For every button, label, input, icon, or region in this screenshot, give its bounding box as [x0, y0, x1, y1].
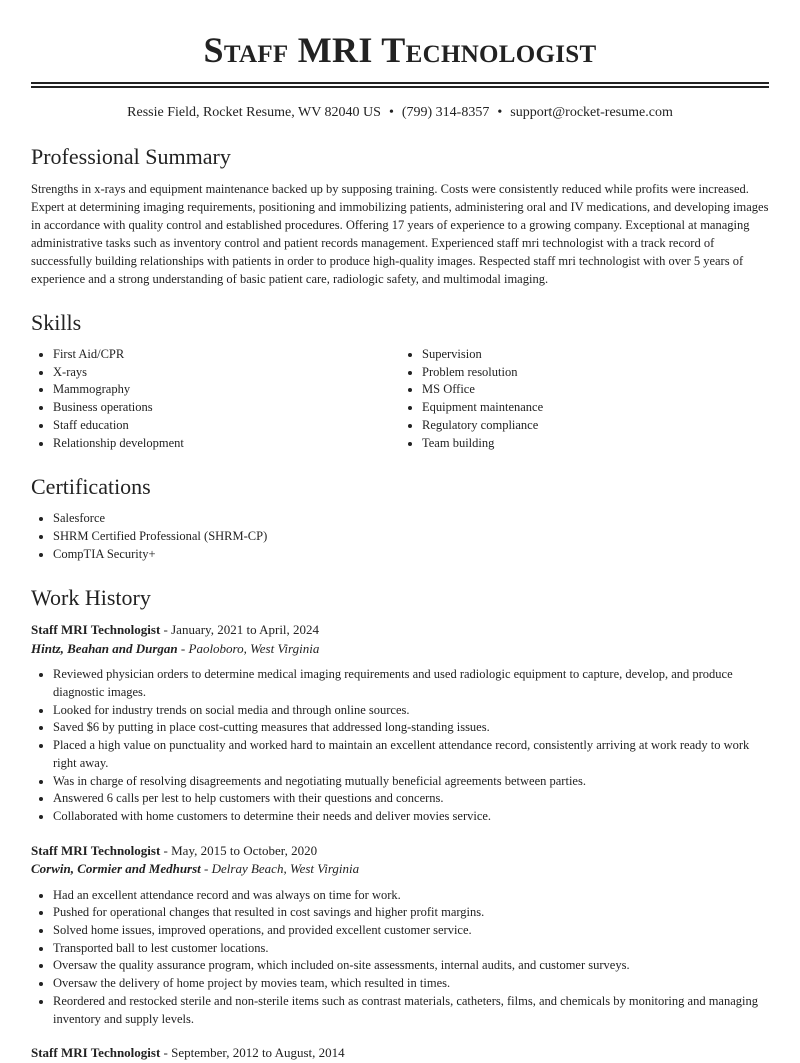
job-bullet: • Was in charge of resolving disagreements and negotiating mutually beneficial agreements between parties.	[53, 773, 769, 791]
skill-item: • Supervision	[422, 346, 769, 364]
job-entry	[31, 1044, 769, 1063]
skill-item: • Mammography	[53, 381, 400, 399]
summary-heading: Professional Summary	[31, 144, 231, 169]
job-bullets	[31, 887, 769, 1029]
job-company-line	[31, 640, 769, 659]
skill-item: • Business operations	[53, 399, 400, 417]
skills-list	[31, 346, 769, 452]
job-entry	[31, 621, 769, 825]
job-bullet: • Transported ball to lest customer locations.	[53, 940, 769, 958]
work-history-heading: Work History	[31, 585, 151, 611]
certification-item: • SHRM Certified Professional (SHRM-CP)	[53, 528, 769, 546]
job-entry	[31, 842, 769, 1029]
skill-item: • Problem resolution	[422, 364, 769, 382]
job-header	[31, 1044, 769, 1063]
job-bullet: • Placed a high value on punctuality and worked hard to maintain an excellent attendance record, consistently arriving at work ready to work right away.	[53, 737, 769, 772]
job-title: Staff MRI Technologist	[31, 1045, 161, 1061]
job-title: Staff MRI Technologist	[31, 842, 161, 858]
certification-item: • Salesforce	[53, 510, 769, 528]
skill-item: • Staff education	[53, 417, 400, 435]
job-bullet: • Had an excellent attendance record and was always on time for work.	[53, 887, 769, 905]
job-company-line	[31, 860, 769, 879]
skill-item: • X-rays	[53, 364, 400, 382]
skills-heading: Skills	[31, 310, 82, 335]
job-bullet: • Oversaw the delivery of home project by movies team, which resulted in times.	[53, 975, 769, 993]
job-bullet: • Oversaw the quality assurance program, which included on-site assessments, internal audits, and customer surveys.	[53, 957, 769, 975]
job-bullet: • Saved $6 by putting in place cost-cutting measures that addressed long-standing issues.	[53, 719, 769, 737]
job-bullet: • Looked for industry trends on social media and through online sources.	[53, 702, 769, 720]
job-bullet: • Reviewed physician orders to determine medical imaging requirements and used radiologic equipment to capture, develop, and produce diagnostic images.	[53, 666, 769, 701]
job-location: - Paoloboro, West Virginia	[177, 640, 320, 656]
skill-item: • Relationship development	[53, 435, 400, 453]
job-company: Corwin, Cormier and Medhurst	[31, 861, 201, 877]
contact-line	[31, 104, 769, 122]
job-bullet: • Answered 6 calls per lest to help customers with their questions and concerns.	[53, 790, 769, 808]
job-title: Staff MRI Technologist	[31, 622, 161, 638]
job-company: Hintz, Beahan and Durgan	[31, 640, 178, 656]
resume-title: Staff MRI Technologist	[203, 30, 597, 70]
certification-item: • CompTIA Security+	[53, 546, 769, 564]
certifications-list	[31, 510, 769, 563]
job-header	[31, 842, 769, 861]
title-divider	[31, 82, 769, 88]
job-dates: - January, 2021 to April, 2024	[160, 622, 320, 638]
skills-column-right	[400, 346, 769, 452]
contact-address: Ressie Field, Rocket Resume, WV 82040 US	[127, 105, 381, 120]
skill-item: • Regulatory compliance	[422, 417, 769, 435]
contact-email[interactable]: support@rocket-resume.com	[510, 105, 673, 120]
job-bullet: • Solved home issues, improved operations, and provided excellent customer service.	[53, 922, 769, 940]
summary-text: Strengths in x-rays and equipment maintenance backed up by supposing training. Costs were consistently reduced while profits were increased. Expert at determining imaging requirements, positioning and immobilizing patients, administering oral and IV medications, and developing images in accordance with quality control and established procedures. Offering 17 years of experience to a growing company. Exceptional at managing administrative tasks such as inventory control and patient records management. Experienced staff mri technologist with a track record of successfully building relationships with patients in order to produce high-quality images. Respected staff mri technologist with over 5 years of experience and a strong understanding of basic patient care, radiologic safety, and multimodal imaging.	[31, 182, 769, 286]
skill-item: • Team building	[422, 435, 769, 453]
contact-separator: •	[497, 105, 503, 120]
contact-phone[interactable]: (799) 314-8357	[401, 105, 490, 120]
skill-item: • Equipment maintenance	[422, 399, 769, 417]
certifications-heading: Certifications	[31, 474, 151, 500]
skill-item: • MS Office	[422, 381, 769, 399]
job-location: - Delray Beach, West Virginia	[200, 861, 360, 877]
skills-column-left	[31, 346, 400, 452]
job-bullet: • Reordered and restocked sterile and non-sterile items such as contrast materials, catheters, films, and chemicals by monitoring and managing inventory and supply levels.	[53, 993, 769, 1028]
job-bullets	[31, 666, 769, 825]
job-bullet: • Collaborated with home customers to determine their needs and deliver movies service.	[53, 808, 769, 826]
job-dates: - September, 2012 to August, 2014	[160, 1045, 345, 1061]
job-bullet: • Pushed for operational changes that resulted in cost savings and higher profit margins.	[53, 904, 769, 922]
skill-item: • First Aid/CPR	[53, 346, 400, 364]
contact-separator: •	[388, 105, 394, 120]
job-header	[31, 621, 769, 640]
job-dates: - May, 2015 to October, 2020	[160, 842, 318, 858]
